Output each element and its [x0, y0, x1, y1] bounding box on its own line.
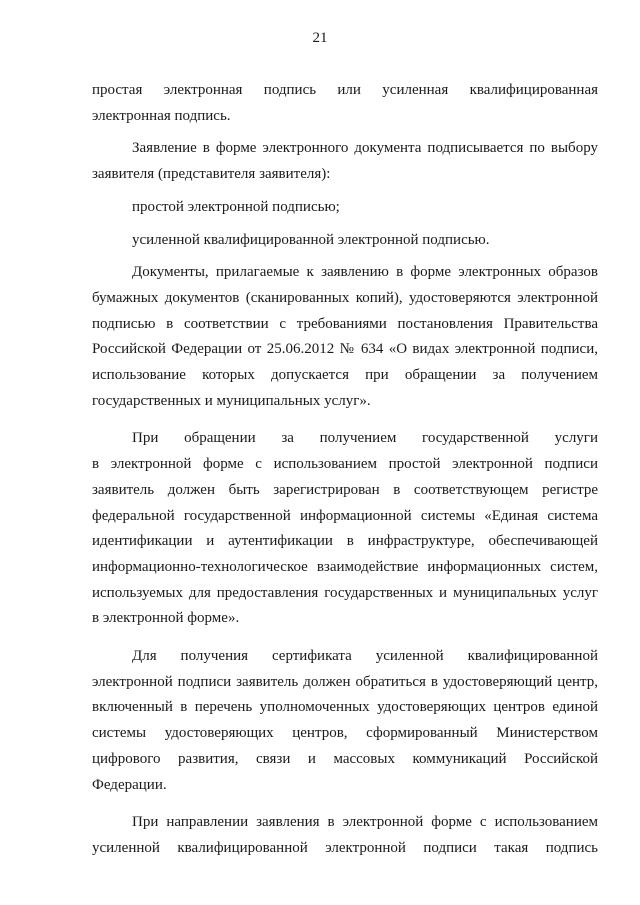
- text-line: простой электронной подписью;: [132, 198, 340, 215]
- text-line: в электронной форме с использованием простой электронной подписи: [92, 456, 598, 473]
- list-item: [92, 228, 598, 254]
- text-line: подписью в соответствии с требованиями постановления Правительства: [92, 315, 598, 332]
- paragraph: [92, 644, 598, 798]
- text-line: информационно-технологическое взаимодействие информационных систем,: [92, 558, 598, 575]
- text-line: федеральной государственной информационной системы «Единая система: [92, 507, 598, 524]
- text-line: цифрового развития, связи и массовых коммуникаций Российской: [92, 750, 598, 767]
- text-line: простая электронная подпись или усиленная квалифицированная: [92, 82, 598, 98]
- text-line: бумажных документов (сканированных копий), удостоверяются электронной: [92, 289, 598, 306]
- paragraph: [92, 810, 598, 861]
- text-line: Федерации.: [92, 776, 167, 793]
- text-line: заявителя (представителя заявителя):: [92, 166, 331, 183]
- text-line: заявитель должен быть зарегистрирован в соответствующем регистре: [92, 481, 598, 498]
- paragraph: [92, 136, 598, 187]
- text-line: в электронной форме».: [92, 610, 240, 627]
- text-line: электронной подписи заявитель должен обратиться в удостоверяющий центр,: [92, 673, 598, 690]
- paragraph: [92, 426, 598, 632]
- text-line: идентификации и аутентификации в инфраструктуре, обеспечивающей: [92, 533, 598, 550]
- paragraph: [92, 260, 598, 414]
- text-line: усиленной квалифицированной электронной подписью.: [132, 231, 490, 248]
- text-line: использование которых допускается при обращении за получением: [92, 367, 598, 384]
- text-line: Для получения сертификата усиленной квалифицированной: [132, 648, 598, 665]
- text-line: Документы, прилагаемые к заявлению в форме электронных образов: [132, 264, 598, 281]
- text-line: Российской Федерации от 25.06.2012 № 634 «О видах электронной подписи,: [92, 341, 598, 358]
- text-line: государственных и муниципальных услуг».: [92, 392, 371, 409]
- list-item: [92, 195, 598, 221]
- text-line: При направлении заявления в электронной форме с использованием: [132, 814, 598, 831]
- body-text: [92, 78, 598, 862]
- text-line: При обращении за получением государственной услуги: [132, 430, 598, 447]
- page-number: 21: [312, 30, 328, 46]
- text-line: используемых для предоставления государственных и муниципальных услуг: [92, 584, 598, 601]
- text-line: системы удостоверяющих центров, сформированный Министерством: [92, 725, 598, 742]
- text-line: Заявление в форме электронного документа подписывается по выбору: [132, 140, 598, 157]
- text-line: усиленной квалифицированной электронной подписи такая подпись: [92, 839, 598, 856]
- text-line: включенный в перечень уполномоченных удостоверяющих центров единой: [92, 699, 598, 716]
- text-line: электронная подпись.: [92, 107, 231, 124]
- paragraph: [92, 78, 598, 129]
